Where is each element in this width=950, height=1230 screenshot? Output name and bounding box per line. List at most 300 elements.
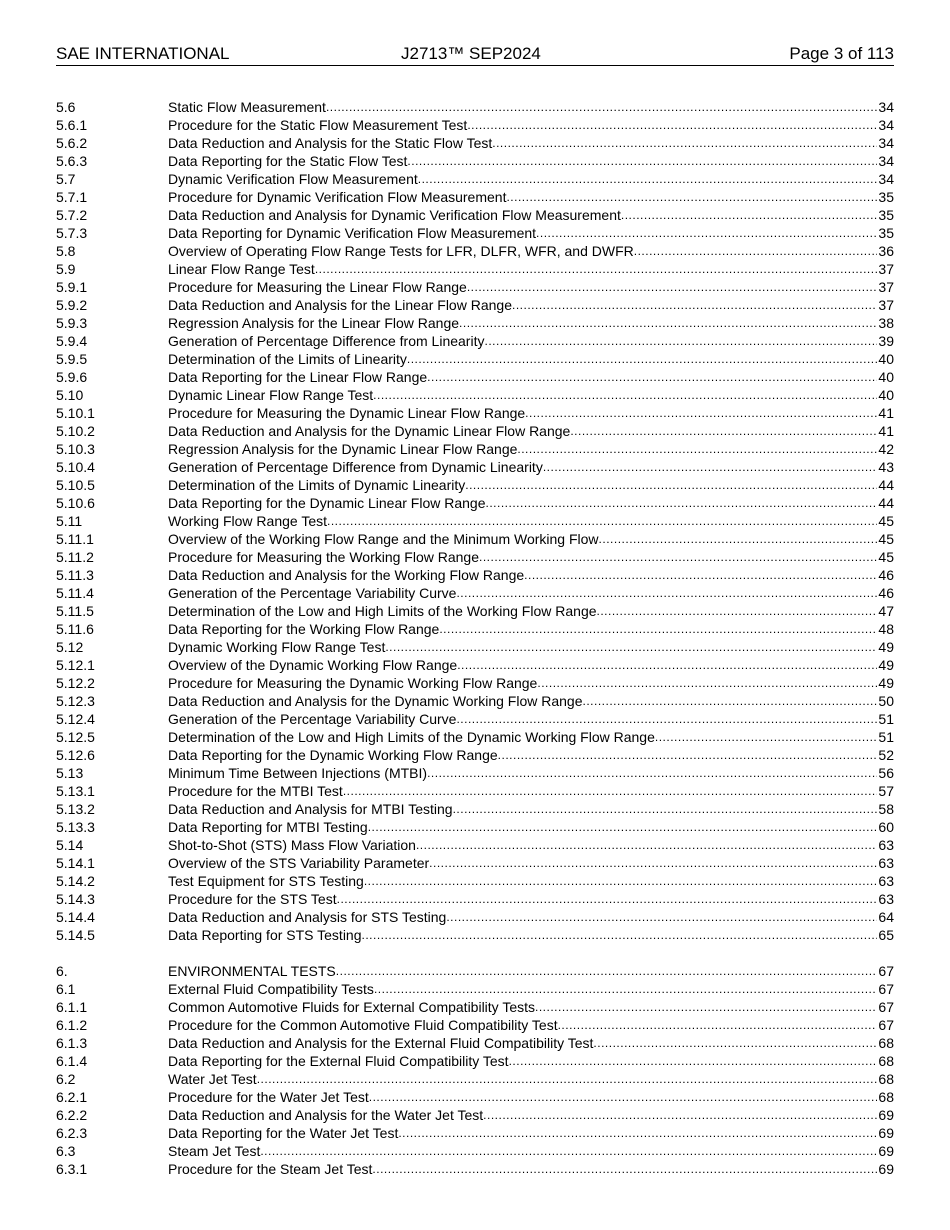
toc-page-number: 56 — [878, 765, 894, 781]
toc-entry[interactable] — [56, 1016, 894, 1034]
toc-entry[interactable] — [56, 512, 894, 530]
toc-entry[interactable] — [56, 800, 894, 818]
toc-entry[interactable] — [56, 332, 894, 350]
toc-section-number: 5.9.4 — [56, 333, 88, 349]
toc-section-title[interactable]: Data Reporting for Dynamic Verification Flow Measurement — [168, 225, 537, 241]
toc-page-number: 65 — [878, 927, 894, 943]
toc-page-number: 67 — [878, 1017, 894, 1033]
toc-dot-leader — [570, 422, 877, 440]
toc-section-title[interactable]: Data Reduction and Analysis for STS Testing — [168, 909, 447, 925]
toc-page-number: 69 — [878, 1107, 894, 1123]
toc-section-title[interactable]: Overview of Operating Flow Range Tests for LFR, DLFR, WFR, and DWFR — [168, 243, 634, 259]
toc-section-number: 5.12.1 — [56, 657, 95, 673]
toc-dot-leader — [535, 998, 877, 1016]
toc-section-title[interactable]: Data Reduction and Analysis for the Water Jet Test — [168, 1107, 484, 1123]
toc-entry[interactable] — [56, 350, 894, 368]
toc-dot-leader — [336, 962, 878, 980]
toc-section-title[interactable]: Data Reporting for STS Testing — [168, 927, 362, 943]
toc-section-number: 5.12.3 — [56, 693, 95, 709]
toc-dot-leader — [315, 260, 878, 278]
toc-section-title[interactable]: Overview of the Dynamic Working Flow Range — [168, 657, 458, 673]
toc-section-title[interactable]: Data Reporting for MTBI Testing — [168, 819, 368, 835]
toc-section-title[interactable]: Dynamic Linear Flow Range Test — [168, 387, 374, 403]
toc-dot-leader — [621, 206, 878, 224]
toc-page-number: 35 — [878, 189, 894, 205]
toc-entry-line — [168, 584, 894, 602]
toc-section-number: 5.14.2 — [56, 873, 95, 889]
toc-section-title[interactable]: Regression Analysis for the Dynamic Linear Flow Range — [168, 441, 518, 457]
toc-section-number: 5.10.2 — [56, 423, 95, 439]
toc-dot-leader — [483, 1106, 877, 1124]
toc-dot-leader — [343, 782, 878, 800]
toc-section-title[interactable]: Overview of the Working Flow Range and the Minimum Working Flow — [168, 531, 599, 547]
toc-page-number: 34 — [878, 135, 894, 151]
toc-dot-leader — [446, 908, 877, 926]
toc-dot-leader — [467, 278, 878, 296]
toc-section-title[interactable]: Regression Analysis for the Linear Flow Range — [168, 315, 460, 331]
toc-section-title[interactable]: Data Reduction and Analysis for the External Fluid Compatibility Test — [168, 1035, 594, 1051]
toc-page-number: 67 — [878, 999, 894, 1015]
toc-section-title[interactable]: Common Automotive Fluids for External Compatibility Tests — [168, 999, 535, 1015]
toc-section-number: 5.11.6 — [56, 621, 94, 637]
toc-section-title[interactable]: Procedure for the STS Test — [168, 891, 337, 907]
toc-entry[interactable] — [56, 728, 894, 746]
toc-entry[interactable] — [56, 926, 894, 944]
toc-entry[interactable] — [56, 206, 894, 224]
toc-dot-leader — [558, 1016, 878, 1034]
toc-section-number: 5.9 — [56, 261, 76, 277]
toc-section-number: 6.1.4 — [56, 1053, 88, 1069]
toc-dot-leader — [372, 1160, 877, 1178]
toc-entry[interactable] — [56, 386, 894, 404]
toc-section-title[interactable]: Minimum Time Between Injections (MTBI) — [168, 765, 428, 781]
toc-dot-leader — [655, 728, 878, 746]
toc-entry-line — [168, 998, 894, 1016]
toc-section-title[interactable]: Data Reporting for the External Fluid Compatibility Test — [168, 1053, 509, 1069]
toc-entry[interactable] — [56, 116, 894, 134]
toc-entry-line — [168, 566, 894, 584]
toc-page-number: 44 — [878, 495, 894, 511]
toc-entry-line — [168, 764, 894, 782]
toc-entry-line — [168, 476, 894, 494]
toc-section-number: 6.3.1 — [56, 1161, 88, 1177]
toc-dot-leader — [456, 710, 877, 728]
toc-entry[interactable] — [56, 692, 894, 710]
toc-section-title[interactable]: ENVIRONMENTAL TESTS — [168, 963, 336, 979]
toc-section-number: 6.2.2 — [56, 1107, 88, 1123]
toc-page-number: 34 — [878, 99, 894, 115]
toc-entry[interactable] — [56, 134, 894, 152]
toc-section-title[interactable]: Data Reporting for the Dynamic Working Flow Range — [168, 747, 498, 763]
toc-entry-line — [168, 242, 894, 260]
toc-section-number: 6.2 — [56, 1071, 76, 1087]
toc-entry-line — [168, 674, 894, 692]
toc-entry-line — [168, 656, 894, 674]
toc-page-number: 40 — [878, 387, 894, 403]
toc-dot-leader — [597, 602, 878, 620]
toc-section-title[interactable]: Data Reporting for the Dynamic Linear Flow Range — [168, 495, 486, 511]
toc-page-number: 51 — [878, 729, 894, 745]
toc-entry[interactable] — [56, 530, 894, 548]
toc-section-number: 6.3 — [56, 1143, 76, 1159]
toc-entry-line — [168, 890, 894, 908]
header-document-id: J2713™ SEP2024 — [401, 44, 541, 63]
toc-section-title[interactable]: Dynamic Working Flow Range Test — [168, 639, 386, 655]
toc-section-title[interactable]: Linear Flow Range Test — [168, 261, 315, 277]
toc-dot-leader — [439, 620, 877, 638]
toc-section-title[interactable]: Procedure for Dynamic Verification Flow Measurement — [168, 189, 507, 205]
toc-dot-leader — [517, 440, 877, 458]
toc-section-number: 5.10.5 — [56, 477, 95, 493]
toc-entry[interactable] — [56, 674, 894, 692]
toc-section-number: 5.9.3 — [56, 315, 88, 331]
toc-entry[interactable] — [56, 818, 894, 836]
toc-section-number: 6.2.3 — [56, 1125, 88, 1141]
toc-dot-leader — [512, 296, 877, 314]
toc-dot-leader — [385, 638, 877, 656]
toc-entry-line — [168, 1088, 894, 1106]
toc-section-number: 5.12.4 — [56, 711, 95, 727]
toc-dot-leader — [407, 350, 878, 368]
toc-page-number: 49 — [878, 639, 894, 655]
toc-entry-line — [168, 404, 894, 422]
toc-entry-line — [168, 1016, 894, 1034]
header-organization: SAE INTERNATIONAL — [56, 44, 230, 63]
toc-section-title[interactable]: Determination of the Low and High Limits of the Working Flow Range — [168, 603, 597, 619]
toc-page-number: 63 — [878, 837, 894, 853]
toc-entry[interactable] — [56, 170, 894, 188]
toc-entry-line — [168, 1034, 894, 1052]
toc-page-number: 45 — [878, 531, 894, 547]
toc-section-number: 5.10 — [56, 387, 84, 403]
toc-section-number: 5.9.5 — [56, 351, 88, 367]
toc-page-number: 43 — [878, 459, 894, 475]
toc-page-number: 45 — [878, 549, 894, 565]
toc-page-number: 35 — [878, 225, 894, 241]
toc-entry[interactable] — [56, 962, 894, 980]
toc-entry[interactable] — [56, 260, 894, 278]
toc-entry[interactable] — [56, 278, 894, 296]
toc-entry-line — [168, 368, 894, 386]
toc-entry[interactable] — [56, 566, 894, 584]
toc-dot-leader — [374, 980, 877, 998]
toc-entry[interactable] — [56, 224, 894, 242]
toc-page-number: 35 — [878, 207, 894, 223]
toc-entry-line — [168, 602, 894, 620]
toc-dot-leader — [536, 224, 877, 242]
toc-section-number: 6.1.1 — [56, 999, 88, 1015]
toc-entry-line — [168, 620, 894, 638]
toc-page-number: 37 — [878, 297, 894, 313]
toc-section-number: 6.1 — [56, 981, 76, 997]
toc-section-title[interactable]: Determination of the Limits of Linearity — [168, 351, 407, 367]
toc-dot-leader — [486, 494, 878, 512]
toc-section-title[interactable]: Procedure for Measuring the Dynamic Working Flow Range — [168, 675, 538, 691]
toc-entry[interactable] — [56, 1070, 894, 1088]
toc-dot-leader — [599, 530, 878, 548]
toc-section-number: 6.1.2 — [56, 1017, 88, 1033]
toc-entry-line — [168, 638, 894, 656]
toc-section-title[interactable]: External Fluid Compatibility Tests — [168, 981, 374, 997]
toc-section-title[interactable]: Procedure for Measuring the Working Flow Range — [168, 549, 480, 565]
toc-section-number: 5.12.6 — [56, 747, 95, 763]
toc-page-number: 44 — [878, 477, 894, 493]
toc-page-number: 67 — [878, 981, 894, 997]
toc-entry-line — [168, 260, 894, 278]
toc-section-number: 5.10.1 — [56, 405, 95, 421]
toc-entry[interactable] — [56, 1052, 894, 1070]
toc-entry-line — [168, 530, 894, 548]
toc-dot-leader — [416, 836, 877, 854]
toc-section-title[interactable]: Steam Jet Test — [168, 1143, 261, 1159]
toc-dot-leader — [407, 152, 877, 170]
toc-page-number: 68 — [878, 1053, 894, 1069]
toc-section-number: 5.6.2 — [56, 135, 88, 151]
toc-page-number: 45 — [878, 513, 894, 529]
toc-entry-line — [168, 728, 894, 746]
toc-entry-line — [168, 854, 894, 872]
toc-entry-line — [168, 1160, 894, 1178]
toc-section-title[interactable]: Dynamic Verification Flow Measurement — [168, 171, 418, 187]
toc-entry-line — [168, 206, 894, 224]
toc-entry[interactable] — [56, 620, 894, 638]
toc-dot-leader — [364, 872, 878, 890]
toc-entry[interactable] — [56, 1124, 894, 1142]
toc-section-title[interactable]: Data Reporting for the Static Flow Test — [168, 153, 408, 169]
toc-entry[interactable] — [56, 296, 894, 314]
toc-page-number: 69 — [878, 1161, 894, 1177]
toc-entry[interactable] — [56, 584, 894, 602]
toc-entry[interactable] — [56, 404, 894, 422]
toc-section-number: 5.13.3 — [56, 819, 95, 835]
toc-dot-leader — [257, 1070, 878, 1088]
toc-entry[interactable] — [56, 764, 894, 782]
toc-section-number: 6.1.3 — [56, 1035, 88, 1051]
toc-entry-line — [168, 692, 894, 710]
toc-section-title[interactable]: Determination of the Limits of Dynamic Linearity — [168, 477, 466, 493]
toc-entry[interactable] — [56, 314, 894, 332]
toc-entry[interactable] — [56, 872, 894, 890]
toc-section-title[interactable]: Static Flow Measurement — [168, 99, 326, 115]
toc-section-number: 5.7 — [56, 171, 76, 187]
toc-section-number: 5.11.5 — [56, 603, 94, 619]
toc-section-title[interactable]: Data Reporting for the Water Jet Test — [168, 1125, 399, 1141]
toc-dot-leader — [525, 404, 877, 422]
toc-page-number: 34 — [878, 117, 894, 133]
toc-entry[interactable] — [56, 458, 894, 476]
toc-entry[interactable] — [56, 980, 894, 998]
toc-page-number: 51 — [878, 711, 894, 727]
toc-section-title[interactable]: Data Reporting for the Linear Flow Range — [168, 369, 428, 385]
toc-entry-line — [168, 1142, 894, 1160]
toc-dot-leader — [337, 890, 878, 908]
toc-section-title[interactable]: Procedure for the Water Jet Test — [168, 1089, 369, 1105]
toc-section-title[interactable]: Data Reduction and Analysis for the Static Flow Test — [168, 135, 493, 151]
toc-page-number: 41 — [878, 423, 894, 439]
toc-entry[interactable] — [56, 908, 894, 926]
toc-entry-line — [168, 440, 894, 458]
toc-section-title[interactable]: Data Reduction and Analysis for the Dynamic Working Flow Range — [168, 693, 583, 709]
toc-section-title[interactable]: Data Reduction and Analysis for MTBI Testing — [168, 801, 453, 817]
toc-section-number: 5.9.2 — [56, 297, 88, 313]
toc-entry[interactable] — [56, 98, 894, 116]
toc-entry-line — [168, 1124, 894, 1142]
toc-dot-leader — [498, 746, 878, 764]
toc-section-title[interactable]: Procedure for Measuring the Linear Flow Range — [168, 279, 467, 295]
toc-entry[interactable] — [56, 1088, 894, 1106]
toc-entry-line — [168, 962, 894, 980]
toc-entry[interactable] — [56, 836, 894, 854]
toc-section-title[interactable]: Shot-to-Shot (STS) Mass Flow Variation — [168, 837, 416, 853]
toc-entry[interactable] — [56, 602, 894, 620]
toc-section-title[interactable]: Procedure for the Common Automotive Fluid Compatibility Test — [168, 1017, 558, 1033]
toc-entry-line — [168, 710, 894, 728]
toc-section-number: 5.12.5 — [56, 729, 95, 745]
toc-section-number: 5.6 — [56, 99, 76, 115]
toc-page-number: 50 — [878, 693, 894, 709]
toc-page-number: 67 — [878, 963, 894, 979]
toc-dot-leader — [418, 170, 878, 188]
toc-page-number: 37 — [878, 279, 894, 295]
toc-entry-line — [168, 494, 894, 512]
toc-section-number: 5.9.1 — [56, 279, 88, 295]
toc-page-number: 48 — [878, 621, 894, 637]
toc-page-number: 40 — [878, 351, 894, 367]
toc-section-title[interactable]: Test Equipment for STS Testing — [168, 873, 364, 889]
toc-section-number: 5.14.1 — [56, 855, 95, 871]
toc-entry[interactable] — [56, 710, 894, 728]
toc-entry-line — [168, 782, 894, 800]
table-of-contents — [56, 98, 894, 1178]
toc-dot-leader — [467, 116, 877, 134]
toc-entry[interactable] — [56, 188, 894, 206]
toc-entry[interactable] — [56, 1142, 894, 1160]
toc-dot-leader — [492, 134, 877, 152]
toc-dot-leader — [506, 188, 877, 206]
toc-entry-line — [168, 548, 894, 566]
toc-entry-line — [168, 332, 894, 350]
toc-entry-line — [168, 134, 894, 152]
toc-dot-leader — [459, 314, 877, 332]
toc-entry[interactable] — [56, 782, 894, 800]
toc-page-number: 41 — [878, 405, 894, 421]
toc-section-title[interactable]: Generation of the Percentage Variability Curve — [168, 711, 457, 727]
toc-entry-line — [168, 1106, 894, 1124]
toc-section-number: 5.14.5 — [56, 927, 95, 943]
toc-entry-line — [168, 422, 894, 440]
toc-section-title[interactable]: Data Reduction and Analysis for the Linear Flow Range — [168, 297, 512, 313]
toc-section-number: 5.11.3 — [56, 567, 94, 583]
toc-dot-leader — [429, 854, 877, 872]
toc-entry[interactable] — [56, 746, 894, 764]
toc-page-number: 36 — [878, 243, 894, 259]
toc-entry[interactable] — [56, 476, 894, 494]
toc-dot-leader — [484, 332, 877, 350]
toc-section-title[interactable]: Data Reduction and Analysis for the Working Flow Range — [168, 567, 525, 583]
toc-entry[interactable] — [56, 440, 894, 458]
toc-dot-leader — [362, 926, 878, 944]
toc-entry[interactable] — [56, 854, 894, 872]
toc-section-number: 5.11.2 — [56, 549, 94, 565]
toc-dot-leader — [524, 566, 877, 584]
header-page-number: Page 3 of 113 — [789, 44, 894, 63]
toc-dot-leader — [457, 656, 877, 674]
toc-page-number: 49 — [878, 675, 894, 691]
toc-section-number: 5.13 — [56, 765, 84, 781]
toc-page-number: 63 — [878, 891, 894, 907]
toc-section-number: 5.13.1 — [56, 783, 95, 799]
toc-entry[interactable] — [56, 998, 894, 1016]
toc-entry-line — [168, 872, 894, 890]
toc-dot-leader — [593, 1034, 877, 1052]
toc-section-title[interactable]: Generation of Percentage Difference from Linearity — [168, 333, 485, 349]
toc-section-number: 6.2.1 — [56, 1089, 88, 1105]
toc-entry-line — [168, 278, 894, 296]
toc-section-title[interactable]: Data Reporting for the Working Flow Range — [168, 621, 440, 637]
toc-entry[interactable] — [56, 242, 894, 260]
toc-entry-line — [168, 1070, 894, 1088]
toc-section-title[interactable]: Water Jet Test — [168, 1071, 257, 1087]
toc-section-number: 5.12 — [56, 639, 84, 655]
toc-dot-leader — [427, 764, 877, 782]
toc-section-number: 5.7.3 — [56, 225, 88, 241]
toc-page-number: 40 — [878, 369, 894, 385]
toc-entry[interactable] — [56, 494, 894, 512]
toc-section-title[interactable]: Data Reduction and Analysis for the Dynamic Linear Flow Range — [168, 423, 571, 439]
toc-section-number: 5.7.1 — [56, 189, 88, 205]
toc-entry[interactable] — [56, 1034, 894, 1052]
toc-section-number: 5.14.3 — [56, 891, 95, 907]
toc-entry-line — [168, 98, 894, 116]
toc-entry-line — [168, 350, 894, 368]
toc-dot-leader — [368, 818, 878, 836]
toc-section-title[interactable]: Generation of Percentage Difference from Dynamic Linearity — [168, 459, 543, 475]
toc-section-number: 5.10.3 — [56, 441, 95, 457]
toc-section-title[interactable]: Procedure for the MTBI Test — [168, 783, 343, 799]
toc-dot-leader — [398, 1124, 877, 1142]
toc-entry[interactable] — [56, 1160, 894, 1178]
toc-entry[interactable] — [56, 1106, 894, 1124]
toc-section-title[interactable]: Data Reduction and Analysis for Dynamic Verification Flow Measurement — [168, 207, 621, 223]
toc-section-title[interactable]: Overview of the STS Variability Parameter — [168, 855, 430, 871]
toc-section-title[interactable]: Determination of the Low and High Limits of the Dynamic Working Flow Range — [168, 729, 655, 745]
toc-page-number: 63 — [878, 855, 894, 871]
toc-entry-line — [168, 1052, 894, 1070]
toc-entry[interactable] — [56, 368, 894, 386]
toc-section-number: 5.14.4 — [56, 909, 95, 925]
toc-entry[interactable] — [56, 890, 894, 908]
toc-section-title[interactable]: Generation of the Percentage Variability Curve — [168, 585, 457, 601]
toc-page-number: 68 — [878, 1089, 894, 1105]
toc-entry[interactable] — [56, 638, 894, 656]
toc-dot-leader — [369, 1088, 878, 1106]
toc-entry-line — [168, 224, 894, 242]
toc-page-number: 34 — [878, 153, 894, 169]
toc-entry[interactable] — [56, 548, 894, 566]
toc-page-number: 46 — [878, 567, 894, 583]
toc-entry[interactable] — [56, 152, 894, 170]
toc-section-number: 5.9.6 — [56, 369, 88, 385]
toc-entry[interactable] — [56, 422, 894, 440]
toc-entry[interactable] — [56, 656, 894, 674]
toc-section-title[interactable]: Procedure for the Static Flow Measurement Test — [168, 117, 468, 133]
toc-section-number: 5.10.4 — [56, 459, 95, 475]
toc-section-title[interactable]: Working Flow Range Test — [168, 513, 327, 529]
toc-section-title[interactable]: Procedure for the Steam Jet Test — [168, 1161, 373, 1177]
toc-section-title[interactable]: Procedure for Measuring the Dynamic Linear Flow Range — [168, 405, 526, 421]
toc-dot-leader — [479, 548, 877, 566]
toc-entry-line — [168, 188, 894, 206]
